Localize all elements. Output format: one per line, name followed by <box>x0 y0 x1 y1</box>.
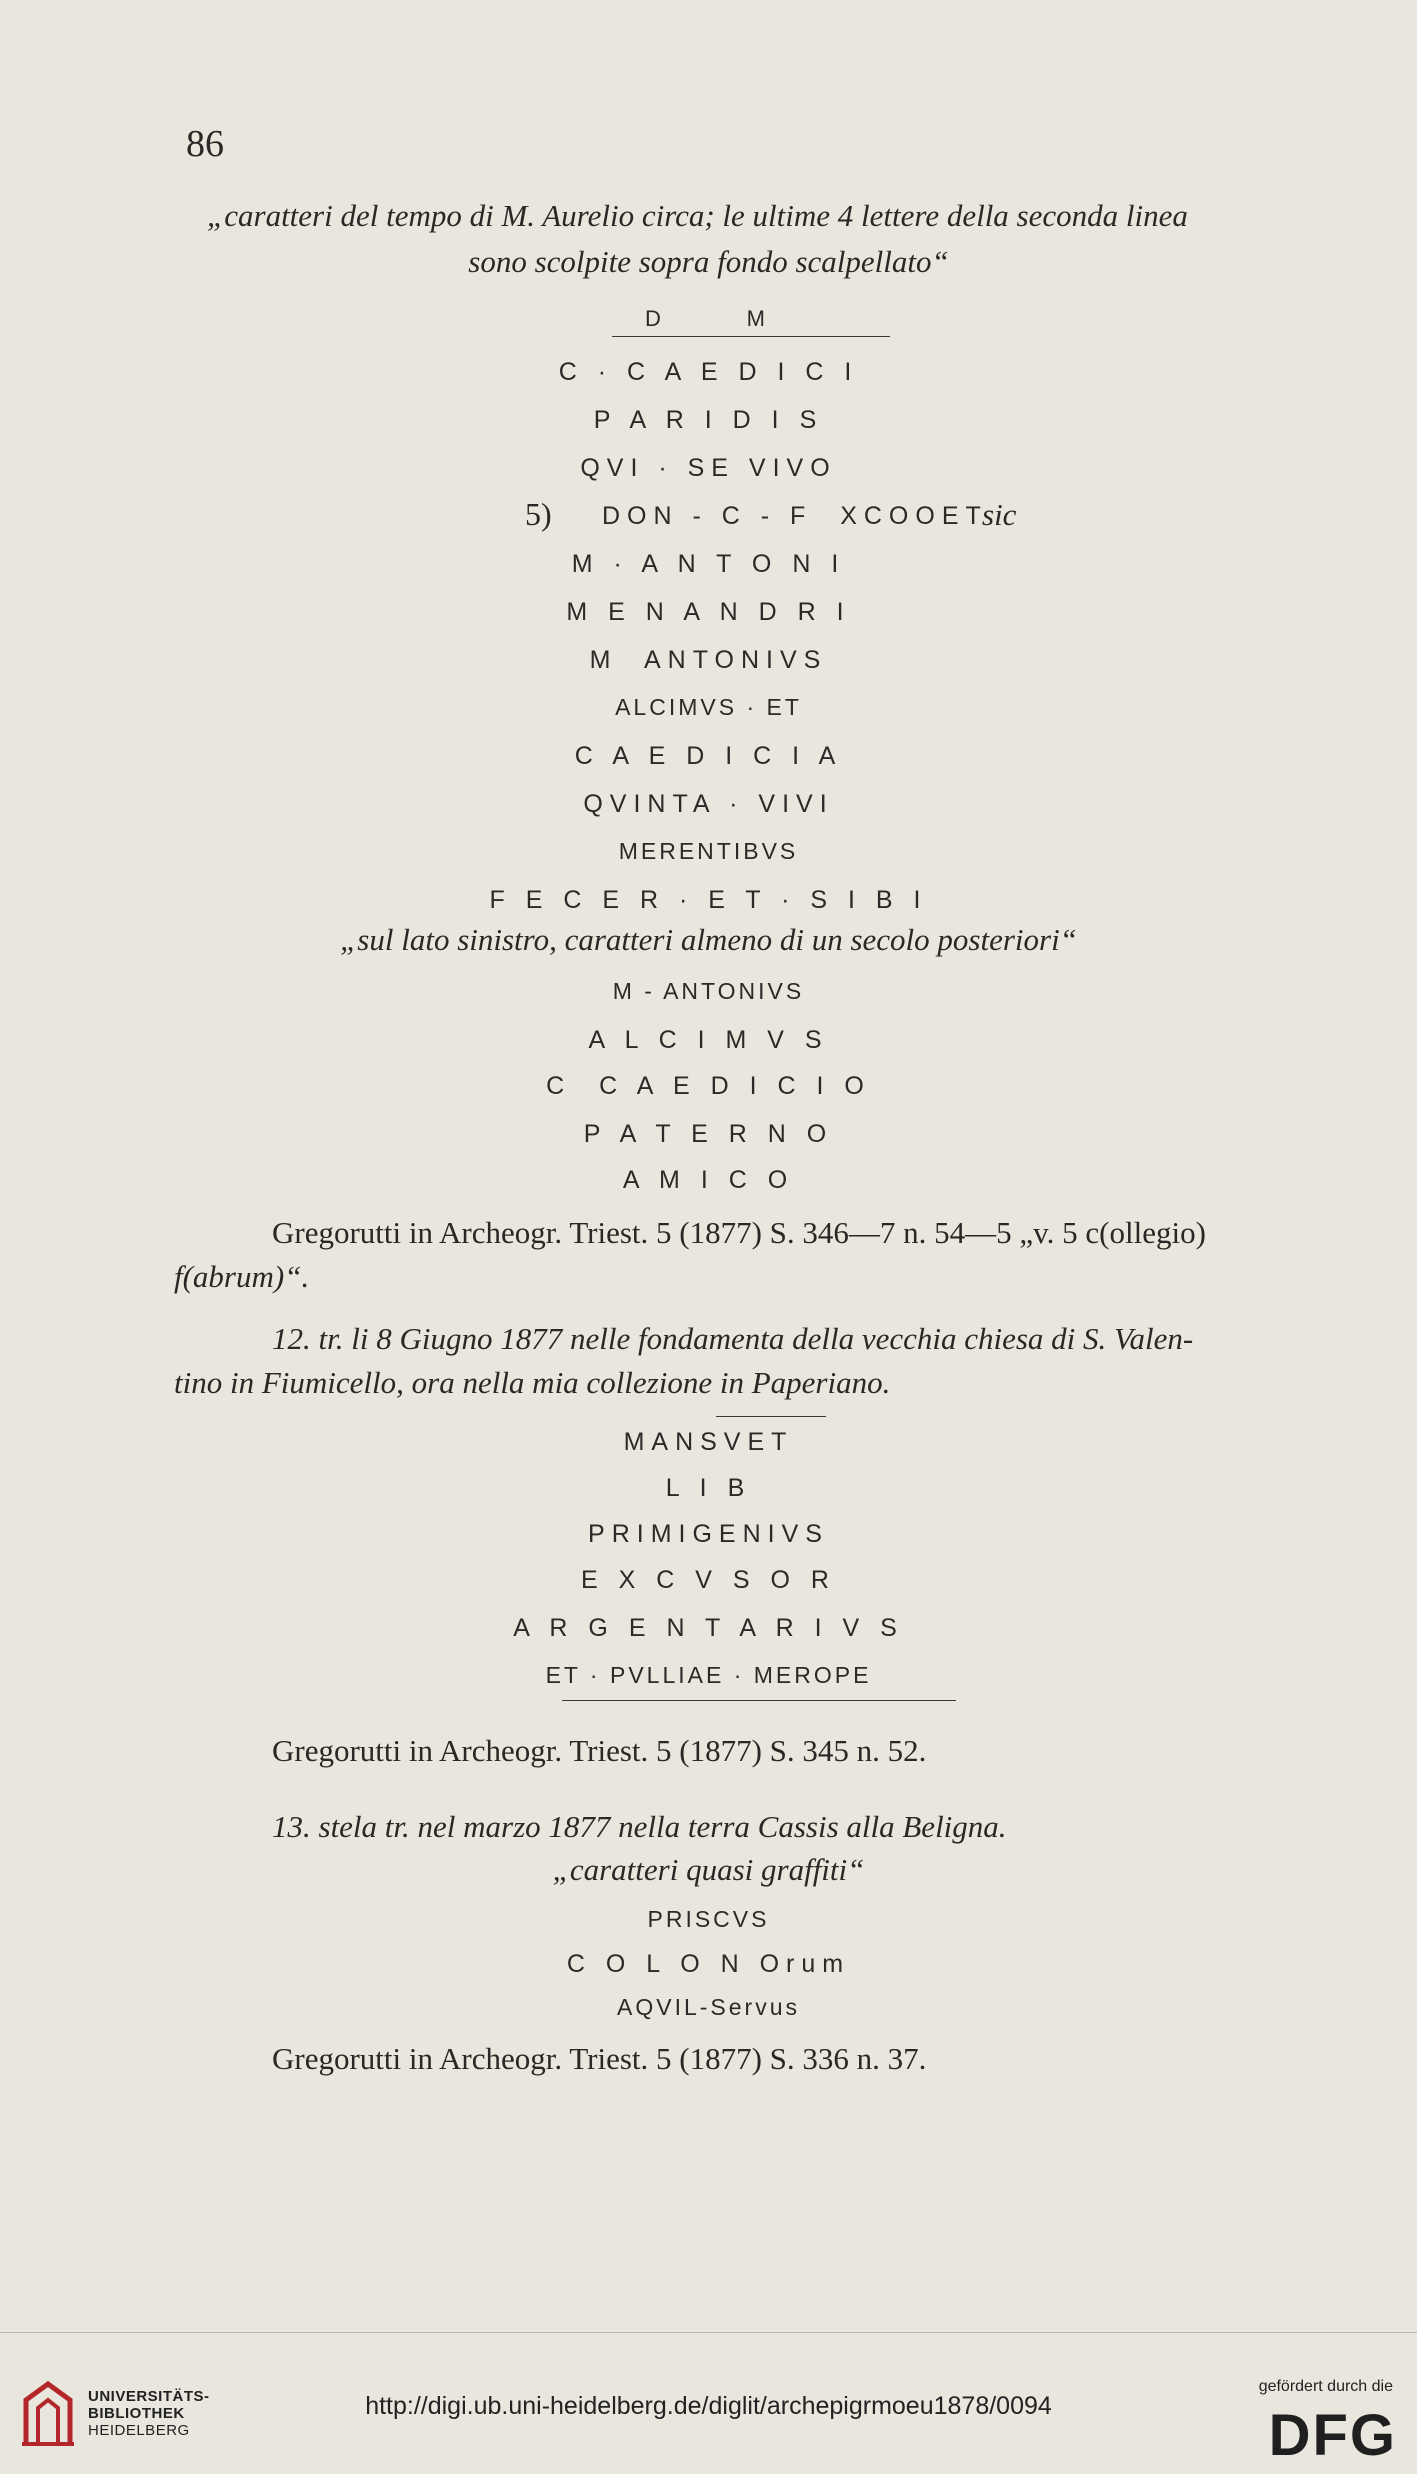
entry-12-line: 12. tr. li 8 Giugno 1877 nelle fondamenta della vecchia chiesa di S. Valen- <box>272 1321 1194 1356</box>
inscription-line: P A R I D I S <box>593 406 824 434</box>
line-marker: 5) <box>525 496 552 532</box>
reference-line: Gregorutti in Archeogr. Triest. 5 (1877) S. 336 n. 37. <box>272 2041 927 2076</box>
reference-line: Gregorutti in Archeogr. Triest. 5 (1877) S. 345 n. 52. <box>272 1733 927 1768</box>
inscription-line: A R G E N T A R I V S <box>513 1614 904 1642</box>
inscription-line: QVINTA · VIVI <box>583 790 834 818</box>
entry-12-line: tino in Fiumicello, ora nella mia collezione in Paperiano. <box>174 1365 891 1400</box>
inscription-line: A M I C O <box>622 1166 795 1194</box>
fragment-bottom-edge <box>562 1700 956 1701</box>
reference-line: f(abrum)“. <box>174 1259 310 1294</box>
library-line-3: HEIDELBERG <box>88 2422 190 2439</box>
sic-note: sic <box>982 497 1017 532</box>
inscription-line: A L C I M V S <box>588 1026 829 1054</box>
inscription-line: C · C A E D I C I <box>558 358 859 386</box>
inscription-line: P A T E R N O <box>583 1120 834 1148</box>
inscription-line: AQVIL-Servus <box>617 1994 800 2020</box>
library-line-2: BIBLIOTHEK <box>88 2405 185 2422</box>
page-number: 86 <box>186 123 224 165</box>
funded-by-text: gefördert durch die <box>1258 2378 1393 2395</box>
source-url-link[interactable]: http://digi.ub.uni-heidelberg.de/diglit/archepigrmoeu1878/0094 <box>365 2392 1052 2420</box>
inscription-header: D M <box>645 306 772 331</box>
inscription-line: MERENTIBVS <box>618 838 799 864</box>
inscription-line: M E N A N D R I <box>566 598 851 626</box>
quote-line-2: sono scolpite sopra fondo scalpellato“ <box>468 244 949 279</box>
inscription-line: M ANTONIVS <box>589 646 828 674</box>
inscription-line: C O L O N Orum <box>566 1950 851 1978</box>
inscription-line: E X C V S O R <box>581 1566 836 1594</box>
inscription-line: MANSVET <box>623 1428 794 1456</box>
reference-line: Gregorutti in Archeogr. Triest. 5 (1877) S. 346—7 n. 54—5 „v. 5 c(ollegio) <box>272 1215 1206 1250</box>
quote-left-side: „sul lato sinistro, caratteri almeno di un secolo posteriori“ <box>340 922 1077 957</box>
dfg-logo: DFG <box>1268 2403 1397 2468</box>
inscription-line: M · A N T O N I <box>571 550 846 578</box>
fragment-edge <box>716 1416 826 1417</box>
inscription-line: DON - C - F XCOOET <box>602 502 988 530</box>
header-rule <box>612 336 890 337</box>
entry-13-line: 13. stela tr. nel marzo 1877 nella terra Cassis alla Beligna. <box>272 1809 1007 1844</box>
library-line-1: UNIVERSITÄTS- <box>88 2388 210 2405</box>
footer-divider <box>0 2332 1417 2333</box>
inscription-line: QVI · SE VIVO <box>580 454 837 482</box>
inscription-line: M - ANTONIVS <box>612 978 805 1004</box>
inscription-line: PRISCVS <box>647 1906 770 1932</box>
inscription-line: L I B <box>665 1474 752 1502</box>
inscription-line: C C A E D I C I O <box>546 1072 871 1100</box>
inscription-line: ET · PVLLIAE · MEROPE <box>545 1662 872 1688</box>
inscription-line: C A E D I C I A <box>574 742 843 770</box>
inscription-line: ALCIMVS · ET <box>615 694 802 720</box>
quote-graffiti: „caratteri quasi graffiti“ <box>552 1852 865 1887</box>
inscription-line: PRIMIGENIVS <box>588 1520 829 1548</box>
inscription-line: F E C E R · E T · S I B I <box>489 886 928 914</box>
quote-line-1: „caratteri del tempo di M. Aurelio circa; le ultime 4 lettere della seconda linea <box>207 198 1188 233</box>
